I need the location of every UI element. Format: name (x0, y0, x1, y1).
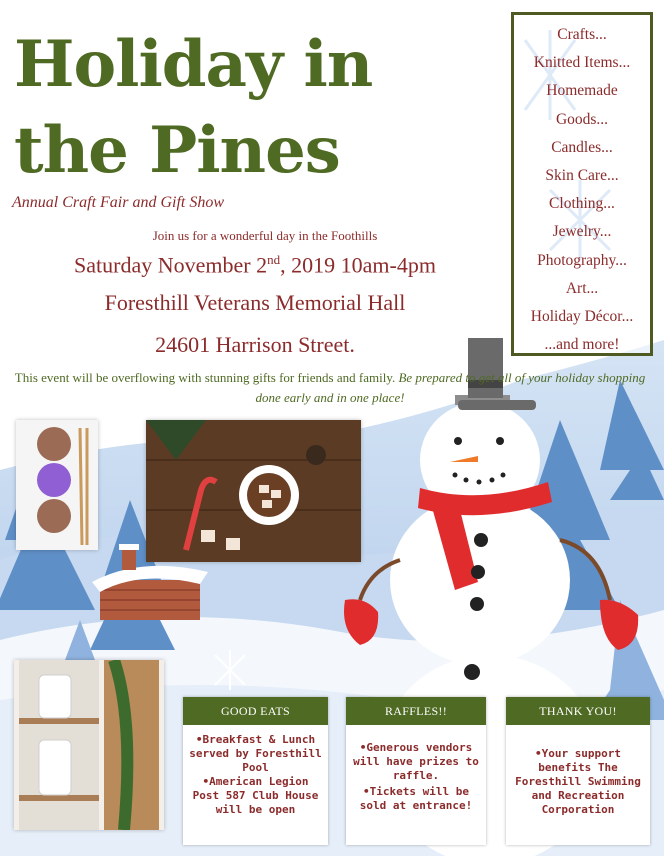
list-item: Candles... (551, 138, 613, 156)
thank-you-card (506, 697, 650, 845)
good-eats-card (183, 697, 328, 845)
list-item: Crafts... (557, 26, 607, 43)
yarn-image (16, 420, 98, 550)
event-date (20, 252, 490, 278)
date-time: , 2019 10am-4pm (280, 252, 436, 278)
event-address: 24601 Harrison Street. (155, 332, 355, 357)
card-heading: GOOD EATS (183, 697, 328, 725)
items-list (514, 15, 650, 359)
card-heading: THANK YOU! (506, 697, 650, 725)
card-line: •Generous vendors will have prizes to raffle. (353, 741, 479, 782)
list-item: Skin Care... (545, 167, 619, 185)
yarn-photo (16, 420, 98, 550)
card-line: •Your support benefits The Foresthill Swimming and Recreation Corporation (515, 747, 641, 816)
card-body (352, 741, 480, 813)
card-line: •American Legion Post 587 Club House will be open (192, 775, 319, 816)
title-line-2: the Pines (14, 113, 340, 188)
list-item: ...and more! (544, 336, 620, 354)
raffles-card (346, 697, 486, 845)
items-list-box (511, 12, 653, 356)
date-suffix-sup: nd (267, 252, 281, 267)
event-description (10, 368, 650, 408)
join-text: Join us for a wonderful day in the Foothills (152, 228, 378, 243)
description-plain: This event will be overflowing with stunning gifts for friends and family. (14, 370, 396, 385)
list-item: Knitted Items... (533, 54, 631, 72)
card-body (189, 733, 322, 817)
list-item: Art... (565, 279, 599, 297)
cocoa-image (146, 420, 361, 562)
card-line: •Breakfast & Lunch served by Foresthill Pool (189, 733, 322, 774)
list-item: Goods... (555, 110, 609, 128)
list-item: Photography... (537, 251, 627, 269)
list-item: Holiday Décor... (530, 308, 634, 326)
card-heading: RAFFLES!! (346, 697, 486, 725)
cocoa-photo (146, 420, 361, 562)
page-title (14, 22, 494, 194)
list-item: Homemade (546, 82, 618, 100)
event-subtitle: Annual Craft Fair and Gift Show (12, 194, 225, 211)
description-italic: Be prepared to get all of your holiday shopping done early and in one place! (255, 370, 646, 405)
card-line: •Tickets will be sold at entrance! (359, 785, 473, 812)
jars-image (14, 660, 164, 830)
title-line-1: Holiday in (14, 27, 373, 102)
list-item: Jewelry... (552, 223, 612, 241)
list-item: Clothing... (549, 195, 615, 213)
event-venue: Foresthill Veterans Memorial Hall (104, 290, 406, 315)
card-body (512, 747, 644, 817)
date-prefix: Saturday November 2 (74, 252, 268, 278)
jars-photo (14, 660, 164, 830)
